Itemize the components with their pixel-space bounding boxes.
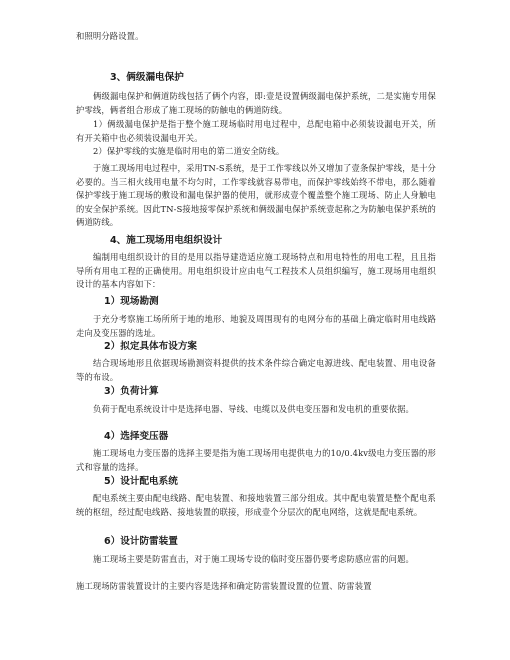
paragraph-design-purpose: 编制用电组织设计的目的是用以指导建造适应施工现场特点和用电特性的用电工程，且且指导所有用电工程的正确使用。用电组织设计应由电气工程技术人员组织编写，施工现场用电组织设计的基本内容如下：: [76, 252, 436, 290]
paragraph-tn-s-system: 于施工现场用电过程中，采用TN-S系统，是于工作零线以外又增加了壹条保护零线，是十分必要的。当三相火线用电量不均匀时，工作零线就容易带电，而保护零线始终不带电，那么随着保护零线于施工现场的敷设和漏电保护器的使用，就形成壹个覆盖整个施工现场、防止人身触电的安全保护系统。因此TN-S接地接零保护系统和俩级漏电保护系统壹起称之为防触电保护系统的俩道防线。: [76, 163, 436, 228]
paragraph-site-survey: 于充分考察施工场所所于地的地形、地貌及周围现有的电网分布的基础上确定临时用电线路走向及变压器的选址。: [76, 314, 436, 338]
paragraph-lightning-protection: 施工现场主要是防雷直击，对于施工现场专设的临时变压器仍要考虑防感应雷的问题。: [93, 554, 414, 564]
paragraph-protective-neutral: 2）保护零线的实施是临时用电的第二道安全防线。: [93, 146, 285, 156]
subheading-lightning-protection: 6）设计防雷装置: [104, 536, 178, 547]
paragraph-load-calculation: 负荷于配电系统设计中是选择电器、导线、电缆以及供电变压器和发电机的重要依据。: [93, 404, 414, 414]
heading-power-organization-design: 4、施工现场用电组织设计: [110, 235, 223, 246]
paragraph-layout-plan: 结合现场地形且依据现场勘测资料提供的技术条件综合确定电源进线、配电装置、用电设备等的布设。: [76, 358, 436, 382]
paragraph-lightning-device-design: 施工现场防雷装置设计的主要内容是选择和确定防雷装置设置的位置、防雷装置: [76, 581, 372, 591]
subheading-layout-plan: 2）拟定具体布设方案: [104, 341, 198, 352]
subheading-load-calculation: 3）负荷计算: [104, 386, 159, 397]
subheading-distribution-system: 5）设计配电系统: [104, 476, 178, 487]
paragraph-transformer-selection: 施工现场电力变压器的选择主要是指为施工现场用电提供电力的10/0.4kv级电力变压器的形式和容量的选择。: [76, 448, 436, 472]
paragraph-leakage-switch: 1）俩级漏电保护是指于整个施工现场临时用电过程中，总配电箱中必须装设漏电开关，所有开关箱中也必须装设漏电开关。: [76, 119, 436, 143]
heading-two-level-leakage-protection: 3、俩级漏电保护: [110, 72, 184, 83]
subheading-transformer-selection: 4）选择变压器: [104, 431, 169, 442]
paragraph-two-lines-defense: 俩级漏电保护和俩道防线包括了俩个内容，即:壹是设置俩级漏电保护系统，二是实施专用保护零线，俩者组合形成了施工现场的防触电的俩道防线。: [76, 91, 436, 115]
paragraph-lighting-circuits: 和照明分路设置。: [76, 31, 144, 41]
subheading-site-survey: 1）现场勘测: [104, 296, 159, 307]
paragraph-distribution-system: 配电系统主要由配电线路、配电装置、和接地装置三部分组成。其中配电装置是整个配电系统的枢纽，经过配电线路、接地装置的联接，形成壹个分层次的配电网络，这就是配电系统。: [76, 493, 436, 517]
